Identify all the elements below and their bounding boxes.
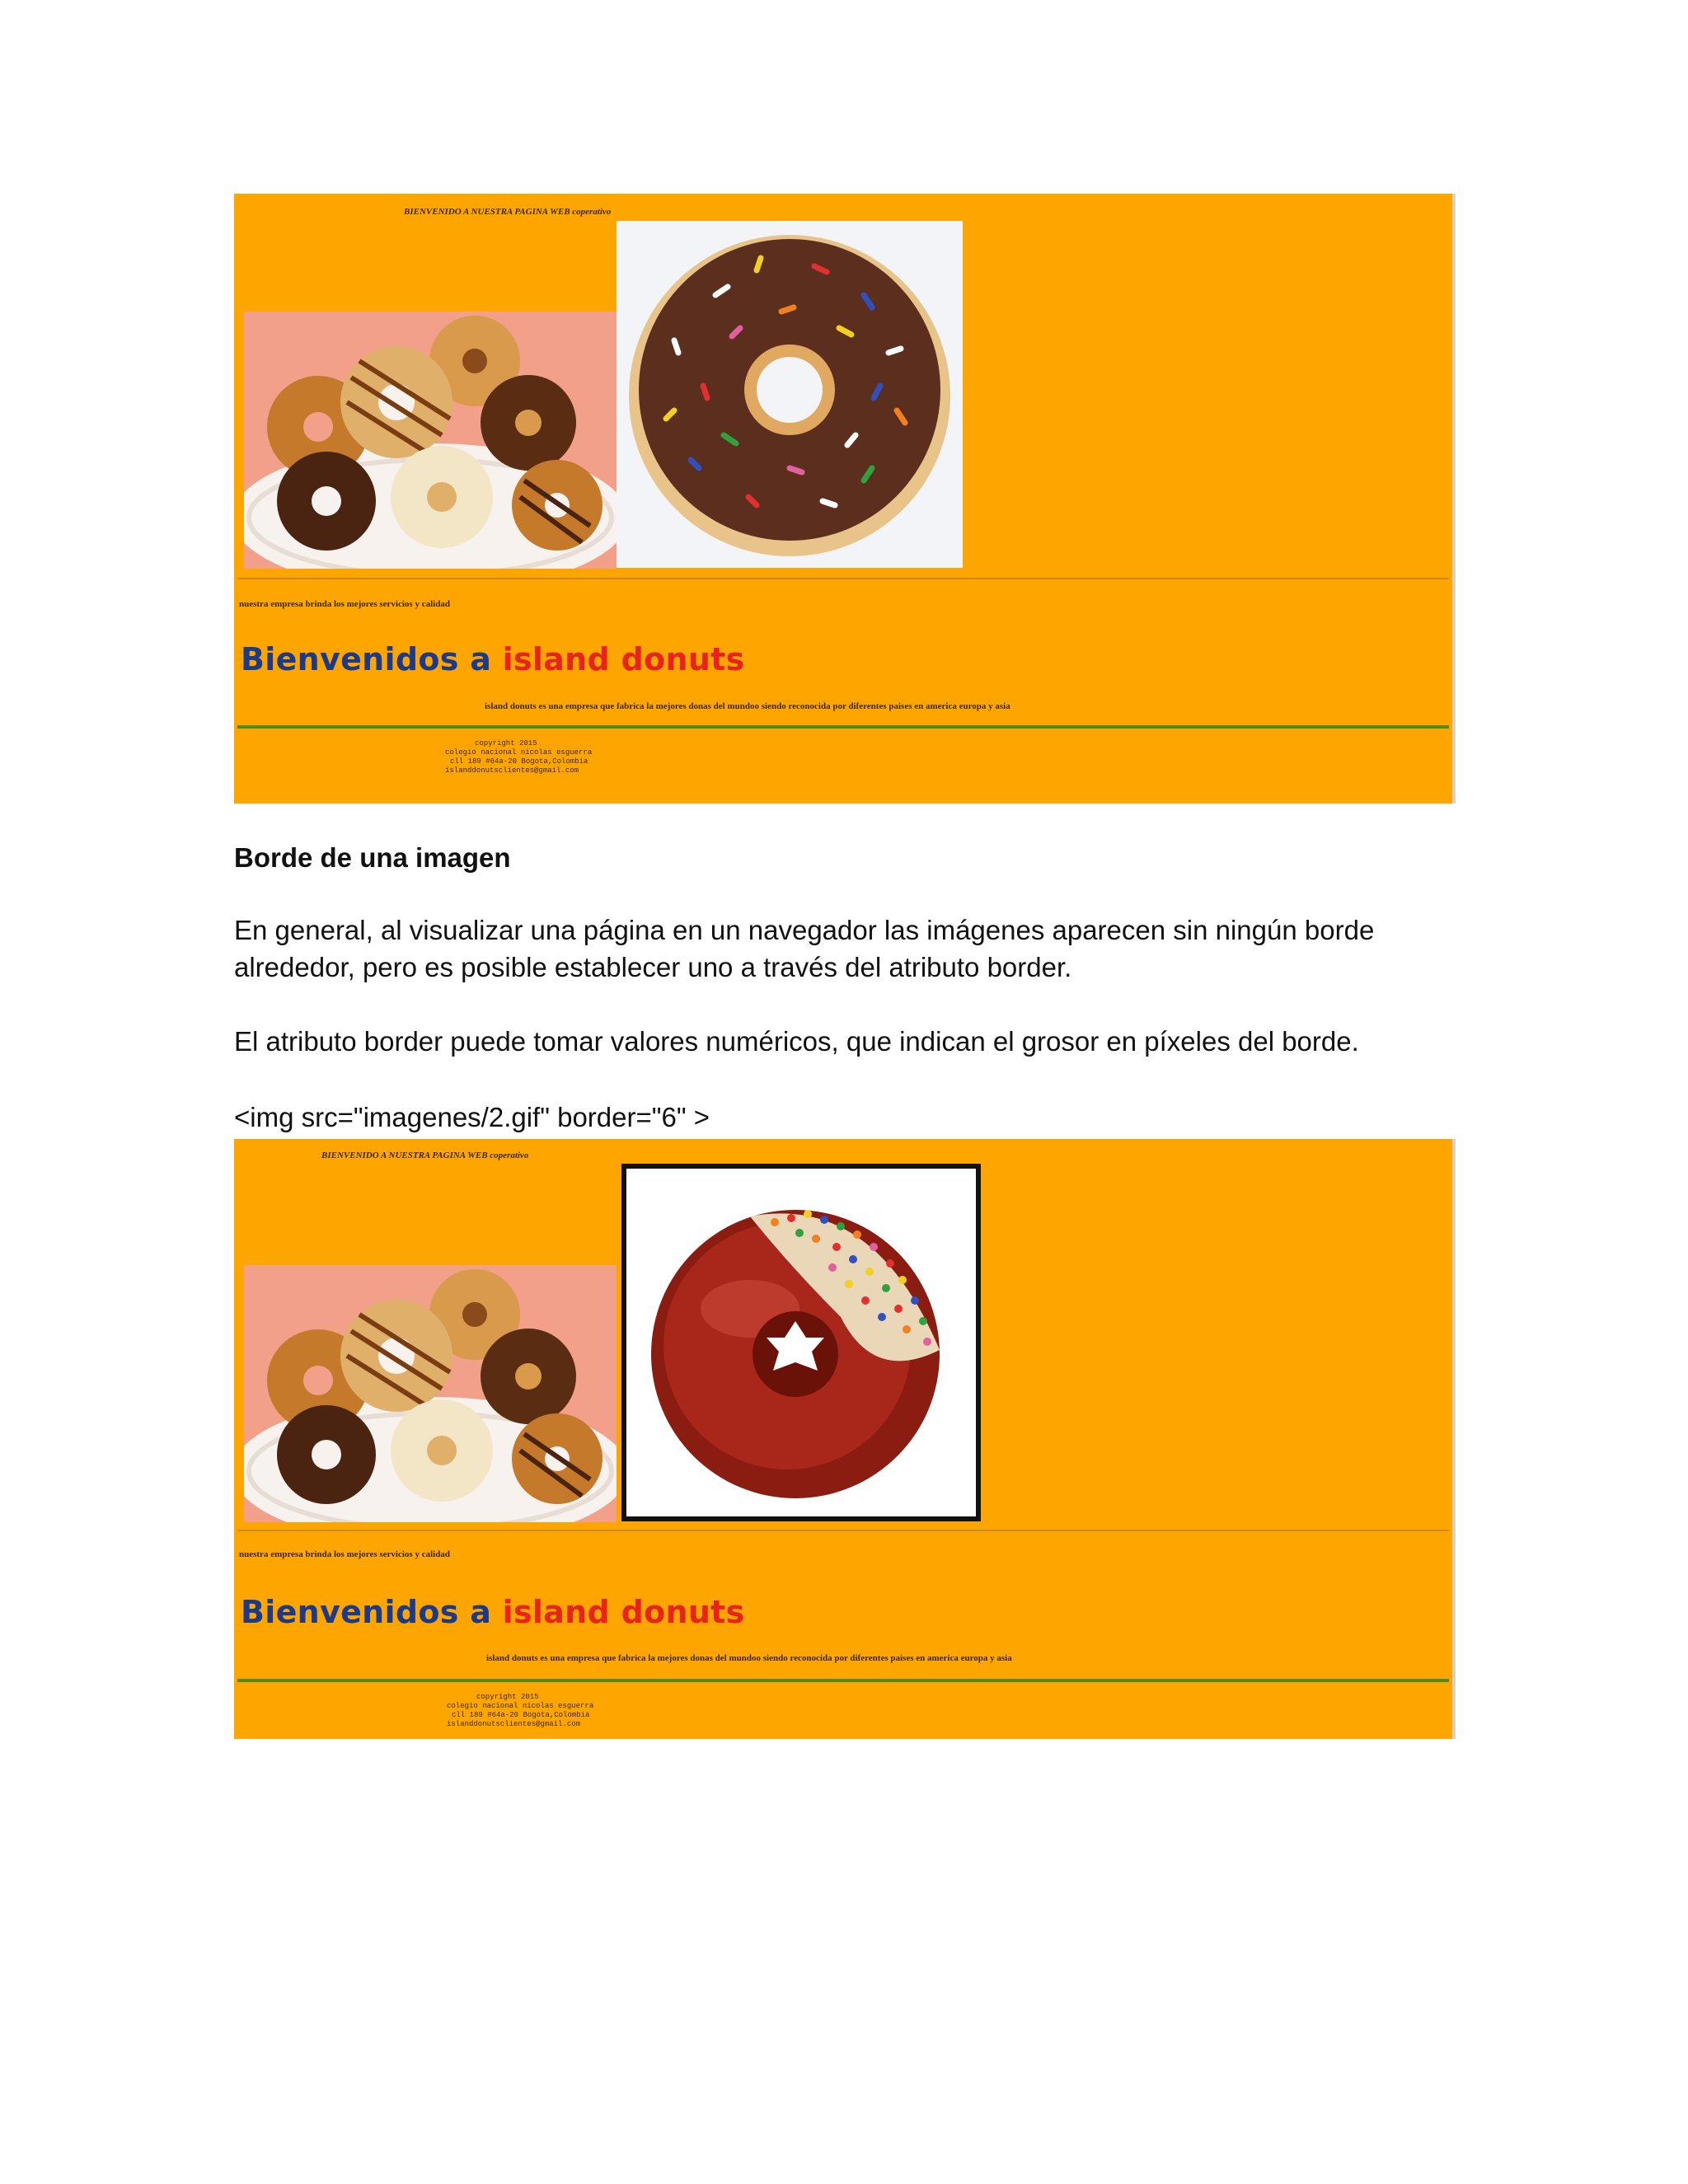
footer — [447, 1693, 593, 1729]
brand-name: island donuts — [502, 1594, 745, 1630]
footer-line: copyright 2015 — [475, 739, 537, 748]
footer-line: islanddonutsclientes@gmail.com — [447, 1720, 581, 1728]
top-banner: BIENVENIDO A NUESTRA PAGINA WEB coperativo — [404, 207, 612, 217]
divider-line — [237, 1530, 1449, 1531]
paragraph-line: alrededor, pero es posible establecer uno a través del atributo border. — [234, 952, 1072, 982]
code-example: <img src="imagenes/2.gif" border="6" > — [234, 1102, 710, 1132]
screenshot-edge — [1452, 194, 1456, 804]
footer-line: islanddonutsclientes@gmail.com — [445, 766, 579, 775]
top-banner: BIENVENIDO A NUESTRA PAGINA WEB coperativo — [321, 1151, 529, 1160]
welcome-heading — [241, 1594, 745, 1630]
paragraph-line: En general, al visualizar una página en un navegador las imágenes aparecen sin ningún borde — [234, 915, 1375, 945]
welcome-text: Bienvenidos a — [241, 641, 503, 677]
chocolate-sprinkle-donut-image — [617, 221, 963, 568]
website-screenshot-1 — [234, 194, 1456, 804]
company-description: island donuts es una empresa que fabrica la mejores donas del mundoo siendo reconocida por diferentes paises en america europa y asia — [486, 1653, 1012, 1663]
brand-name: island donuts — [502, 641, 745, 677]
welcome-heading — [241, 641, 745, 677]
tagline: nuestra empresa brinda los mejores servicios y calidad — [239, 1549, 450, 1559]
section-heading: Borde de una imagen — [234, 842, 511, 873]
welcome-text: Bienvenidos a — [241, 1594, 503, 1630]
footer-line: colegio nacional nicolas esguerra — [447, 1702, 594, 1710]
green-divider — [237, 1679, 1449, 1682]
green-divider — [237, 725, 1449, 729]
screenshot-edge — [1452, 1139, 1456, 1739]
footer-line: colegio nacional nicolas esguerra — [445, 748, 593, 757]
tagline: nuestra empresa brinda los mejores servicios y calidad — [239, 599, 450, 609]
company-description: island donuts es una empresa que fabrica la mejores donas del mundoo siendo reconocida por diferentes paises en america europa y asia — [485, 701, 1010, 711]
donut-plate-image — [244, 312, 617, 569]
footer — [445, 739, 592, 776]
divider-line — [237, 578, 1449, 579]
footer-line: cll 189 #64a-20 Bogota,Colombia — [450, 757, 588, 766]
website-screenshot-2 — [234, 1139, 1456, 1739]
footer-line: cll 189 #64a-20 Bogota,Colombia — [452, 1711, 590, 1719]
footer-line: copyright 2015 — [476, 1693, 539, 1701]
donut-plate-image — [244, 1265, 617, 1522]
paragraph: El atributo border puede tomar valores numéricos, que indican el grosor en píxeles del borde. — [234, 1026, 1359, 1057]
red-glazed-donut-bordered-image — [621, 1164, 981, 1521]
